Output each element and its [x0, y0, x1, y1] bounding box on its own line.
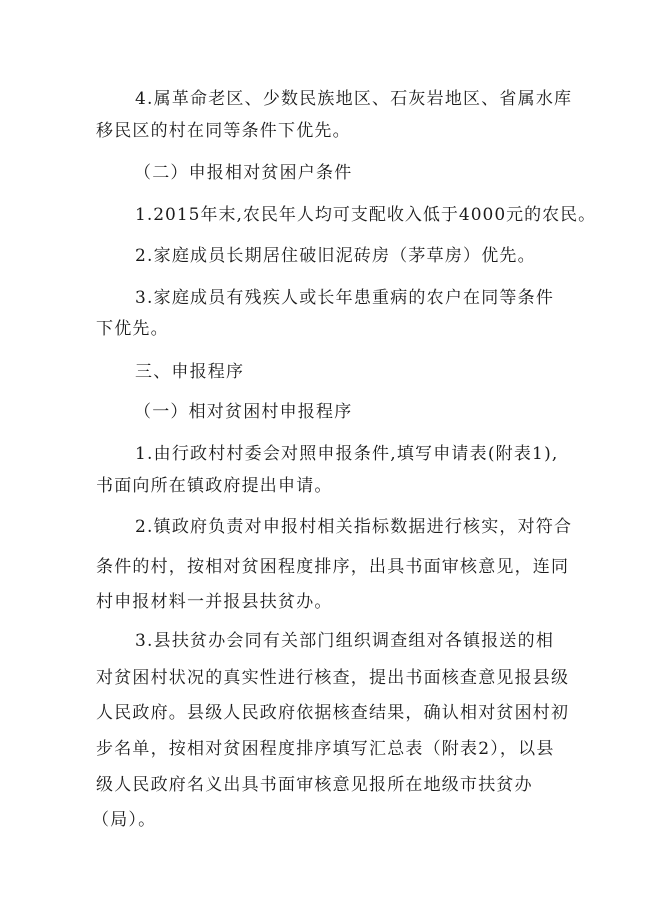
procedure-item-2-line-2: 条件的村，按相对贫困程度排序，出具书面审核意见，连同: [96, 557, 570, 577]
procedure-item-3-line-6: （局）。: [92, 810, 157, 830]
procedure-item-3-line-1: 3.县扶贫办会同有关部门组织调查组对各镇报送的相: [135, 631, 555, 651]
section-heading-household: （二）申报相对贫困户条件: [134, 163, 353, 183]
item-4-line-2: 移民区的村在同等条件下优先。: [96, 121, 351, 141]
procedure-item-3-line-2: 对贫困村状况的真实性进行核查，提出书面核查意见报县级: [96, 668, 570, 688]
procedure-item-1-line-2: 书面向所在镇政府提出申请。: [96, 476, 333, 496]
procedure-item-3-line-3: 人民政府。县级人民政府依据核查结果，确认相对贫困村初: [96, 703, 570, 723]
household-item-2: 2.家庭成员长期居住破旧泥砖房（茅草房）优先。: [135, 246, 536, 266]
item-4-line-1: 4.属革命老区、少数民族地区、石灰岩地区、省属水库: [135, 89, 573, 109]
household-item-1: 1.2015年末,农民年人均可支配收入低于4000元的农民。: [135, 205, 597, 225]
procedure-item-2-line-1: 2.镇政府负责对申报村相关指标数据进行核实，对符合: [135, 517, 573, 537]
procedure-item-3-line-4: 步名单，按相对贫困程度排序填写汇总表（附表2），以县: [96, 739, 555, 759]
procedure-item-1-line-1: 1.由行政村村委会对照申报条件,填写申请表(附表1),: [135, 444, 559, 464]
procedure-item-2-line-3: 村申报材料一并报县扶贫办。: [96, 592, 333, 612]
section-heading-procedure: 三、申报程序: [135, 362, 245, 382]
procedure-item-3-line-5: 级人民政府名义出具书面审核意见报所在地级市扶贫办: [96, 775, 533, 795]
household-item-3-line-1: 3.家庭成员有残疾人或长年患重病的农户在同等条件: [135, 288, 555, 308]
household-item-3-line-2: 下优先。: [96, 319, 169, 339]
subsection-heading-village: （一）相对贫困村申报程序: [134, 402, 353, 422]
